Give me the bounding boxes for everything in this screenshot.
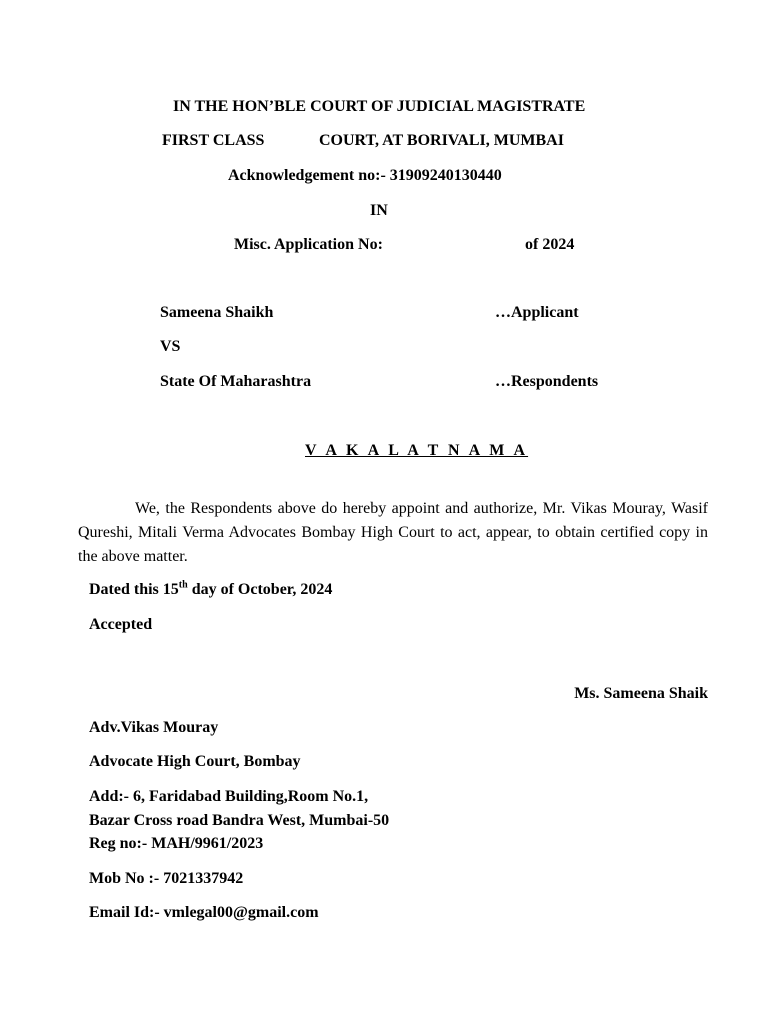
respondent-name: State Of Maharashtra — [160, 373, 312, 390]
address-line-1: Add:- 6, Faridabad Building,Room No.1, — [89, 788, 369, 805]
acknowledgement-number: Acknowledgement no:- 31909240130440 — [228, 167, 502, 184]
in-label: IN — [370, 202, 388, 219]
document-title: V A K A L A T N A M A — [305, 442, 529, 459]
misc-application-label: Misc. Application No: — [234, 236, 383, 253]
court-heading: IN THE HON’BLE COURT OF JUDICIAL MAGISTRATE — [173, 98, 586, 115]
dated-rest: day of October, 2024 — [187, 581, 333, 598]
application-year: of 2024 — [525, 236, 575, 253]
signatory-name: Ms. Sameena Shaik — [574, 685, 708, 702]
dated-prefix: Dated this 15 — [89, 581, 179, 598]
versus-label: VS — [160, 338, 181, 355]
first-class-label: FIRST CLASS — [162, 132, 265, 149]
applicant-role: …Applicant — [495, 304, 579, 321]
advocate-name: Adv.Vikas Mouray — [89, 719, 219, 736]
email-address: Email Id:- vmlegal00@gmail.com — [89, 904, 319, 921]
court-location: COURT, AT BORIVALI, MUMBAI — [319, 132, 564, 149]
accepted-label: Accepted — [89, 616, 153, 633]
applicant-name: Sameena Shaikh — [160, 304, 274, 321]
registration-number: Reg no:- MAH/9961/2023 — [89, 835, 264, 852]
address-line-2: Bazar Cross road Bandra West, Mumbai-50 — [89, 812, 390, 829]
advocate-title: Advocate High Court, Bombay — [89, 753, 301, 770]
dated-ordinal-suffix: th — [178, 579, 188, 591]
respondent-role: …Respondents — [495, 373, 599, 390]
body-paragraph: We, the Respondents above do hereby appoint and authorize, Mr. Vikas Mouray, Wasif Qureshi, Mitali Verma Advocates Bombay High Court to act, appear, to obtain certified copy in the above matter. — [78, 500, 708, 565]
dated-line — [89, 580, 332, 600]
mobile-number: Mob No :- 7021337942 — [89, 870, 244, 887]
